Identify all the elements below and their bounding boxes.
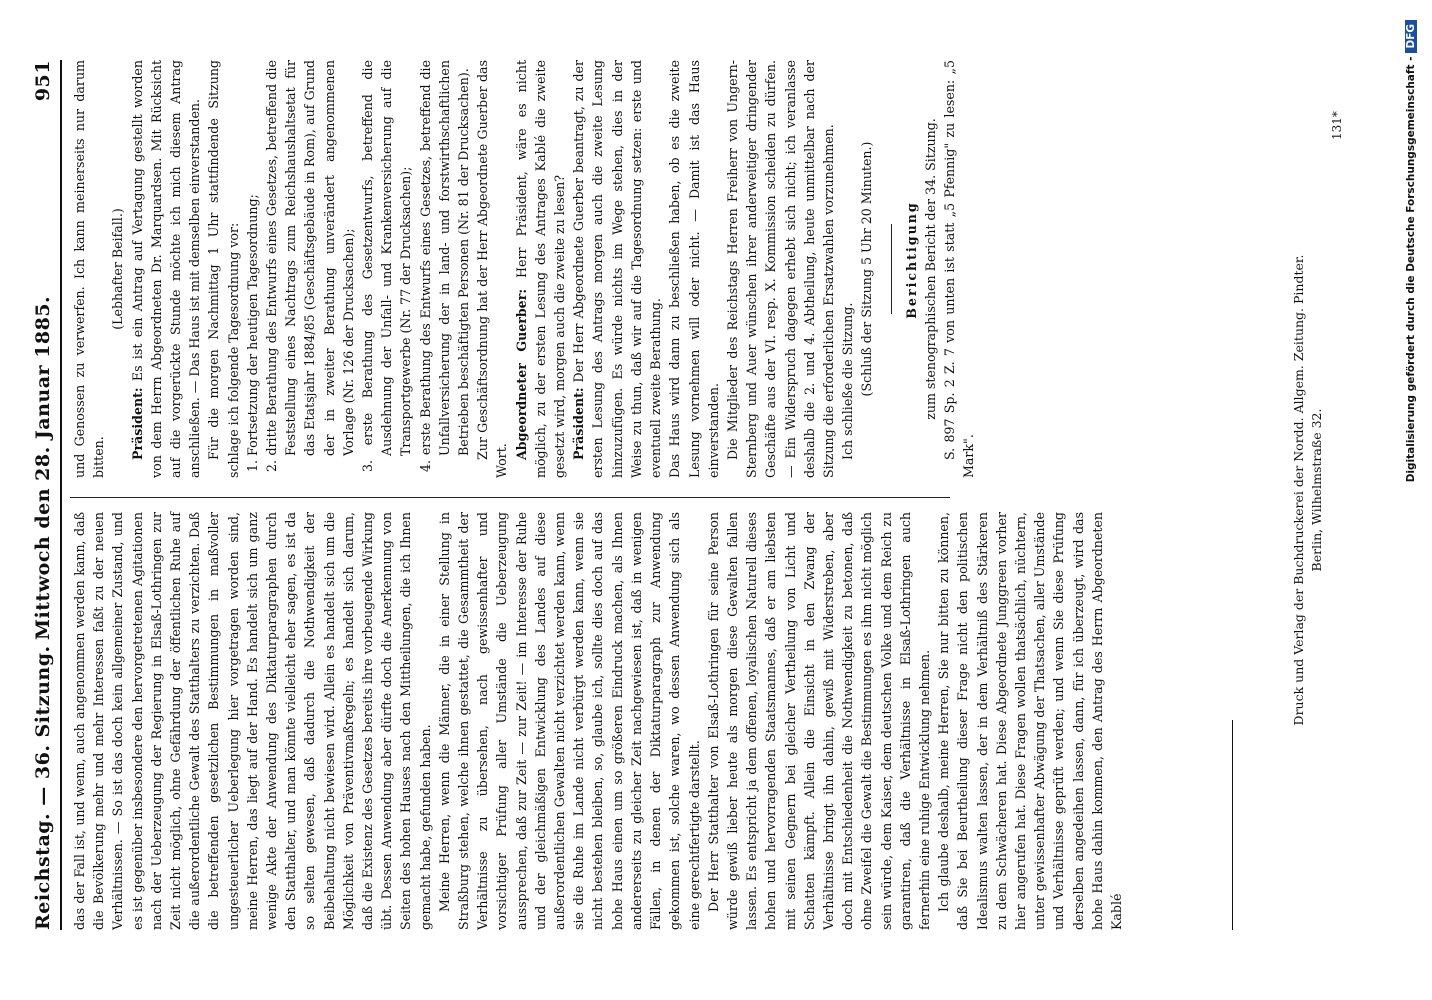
- imprint: [1290, 50, 1326, 930]
- paragraph: [128, 60, 205, 478]
- section-divider: [891, 224, 892, 314]
- paragraph: [569, 60, 665, 478]
- paragraph: [512, 60, 570, 478]
- paragraph: Ich glaube deshalb, meine Herren, Sie nur bitten zu können, daß Sie bei Beurtheilung dieser Frage nicht den politischen Idealismus walten lassen, der in dem Verhältniß des Stärkeren zu dem Schwächeren hat. Diese Abgeordnete Junggreen vorher hier angerufen hat. Diese Fragen wollen thatsächlich, nüchtern, unter gewissenhafter Abwägung der Thatsachen, aller Umstände und Verhältnisse geprüft werden; und wenn Sie diese Prüfung derselben angedeihen lassen, dann, für ich überzeugt, wird das hohe Haus dahin kommen, den Antrag des Herrn Abgeordneten Kablé: [936, 512, 1124, 930]
- funding-notice: [1405, 20, 1417, 980]
- paragraph: Der Herr Statthalter von Elsaß-Lothringen für seine Person würde gewiß lieber heute als morgen diese Gewalten fallen lassen. Es entspricht ja dem offenen, loyalischen Naturell dieses hohen und hervorragenden Staatsmannes, daß er am liebsten mit seinen Gegnern bei gleicher Vertheilung von Licht und Schatten kämpft. Allein die Einsicht in den Zwang der Verhältnisse bringt ihn dahin, gewiß mit Widerstreben, aber doch mit Entschiedenheit die Nothwendigkeit zu betonen, daß ohne Zweifel die Gewalt die Bestimmungen es ihm nicht möglich sein würde, dem Kaiser, dem deutschen Volke und dem Reich zu garantiren, daß die Verhältnisse in Elsaß-Lothringen auch fernerhin eine ruhige Entwicklung nehmen.: [705, 512, 932, 930]
- speech-text: Es ist ein Antrag auf Vertagung gestellt worden von dem Herrn Abgeordneten Dr. Marquardsen. Mit Rücksicht auf die vorgerückte Stunde möchte ich mich diesem Antrag anschließen. — Das Haus ist mit demselben einverstanden.: [129, 60, 203, 478]
- paragraph: Meine Herren, wenn die Männer, die in einer Stellung in Straßburg stehen, welche ihnen gestattet, die Gesammtheit der Verhältnisse zu übersehen, nach gewissenhafter und vorsichtiger Prüfung aller Umstände die Ueberzeugung aussprechen, daß zur Zeit — zur Zeit! — im Interesse der Ruhe und der gleichmäßigen Entwicklung des Landes auf diese außerordentlichen Gewalten nicht verzichtet werden kann, wenn sie die Ruhe im Lande nicht verbürgt werden kann, wenn sie nicht bestehen bleiben, so, glaube ich, sollte dies doch auf das hohe Haus einen um so größeren Eindruck machen, als Ihnen andererseits zu gleicher Zeit nachgewiesen ist, daß in wenigen Fällen, in denen der Diktaturparagraph zur Anwendung gekommen ist, solche waren, wo dessen Anwendung sich als eine gerechtfertigte darstellt.: [436, 512, 702, 930]
- header-rule: [60, 60, 62, 930]
- page-header: [22, 60, 62, 930]
- paragraph: Das Haus wird dann zu beschließen haben, ob es die zweite Lesung vornehmen will oder nicht. — Damit ist das Haus einverstanden.: [667, 60, 721, 478]
- applause-note: (Lebhafter Beifall.): [110, 208, 126, 330]
- header-left: Reichstag. — 36. Sitzung.: [32, 645, 54, 930]
- correction-subtitle: zum stenographischen Bericht der 34. Sitzung.: [922, 118, 938, 420]
- margin-line: [1232, 720, 1233, 930]
- agenda-item: 1. Fortsetzung der heutigen Tagesordnung;: [244, 194, 260, 472]
- speech-text: Herr Präsident, wäre es nicht möglich, zu der ersten Lesung des Antrages Kablé die zweite gesetzt wird, morgen auch die zweite zu lesen?: [513, 60, 568, 478]
- dfg-logo: DFG: [1405, 20, 1417, 53]
- paragraph: Zur Geschäftsordnung hat der Herr Abgeordnete Guerber das Wort.: [475, 60, 510, 478]
- column-rule: [70, 497, 950, 498]
- page-number: 951: [32, 60, 54, 102]
- speech-text: Der Herr Abgeordnete Guerber beantragt, zu der ersten Lesung des Antrags morgen auch die zweite Lesung hinzuzufügen. Es würde nichts im Wege stehen, dies in der Weise zu thun, daß wir auf die Tagesordnung setzen: erste und eventuell zweite Berathung.: [571, 60, 664, 478]
- speaker-name: Präsident:: [129, 387, 145, 460]
- agenda-item: 4. erste Berathung des Entwurfs eines Gesetzes, betreffend die Unfallversicherung der in land- und forstwirthschaftlichen Betrieben beschäftigten Personen (Nr. 81 der Drucksachen).: [417, 60, 472, 472]
- imprint-address: Berlin, Wilhelmstraße 32.: [1309, 408, 1324, 572]
- paragraph: Ich schließe die Sitzung.: [840, 302, 856, 460]
- speaker-name: Präsident:: [571, 387, 587, 460]
- paragraph: das der Fall ist, und wenn, auch angenommen werden kann, daß die Bevölkerung mehr und mehr Interessen faßt zu der neuen Verhältnissen. — So ist das doch kein allgemeiner Zustand, und es ist gegenüber insbesondere den hervorgetretenen Agitationen nach der Ueberzeugung der Regierung in Elsaß-Lothringen zur Zeit nicht möglich, ohne Gefährdung der öffentlichen Ruhe auf die außerordentliche Gewalt des Statthalters zu verzichten. Daß die betreffenden gesetzlichen Bestimmungen in maßvoller ungesteuerlicher Ueberlegung hier vorgetragen worden sind, meine Herren, das liegt auf der Hand. Es handelt sich um ganz wenige Akte der Anwendung des Diktaturparagraphen durch den Statthalter, und man könnte vielleicht eher sagen, es ist da so selten gewesen, daß dadurch die Nothwendigkeit der Beibehaltung nicht bewiesen wird. Allein es handelt sich um die Möglichkeit von Präventivmaßregeln; es handelt sich darum, daß die Existenz des Gesetzes bereits ihre vorbeugende Wirkung übt. Dessen Anwendung aber dürfte doch die Anerkennung von Seiten des hohen Hauses nach den Mittheilungen, die ich Ihnen gemacht habe, gefunden haben.: [72, 512, 433, 930]
- header-date: Mittwoch den 28. Januar 1885.: [32, 295, 54, 640]
- agenda-list: [243, 60, 473, 478]
- paragraph: Für die morgen Nachmittag 1 Uhr stattfindende Sitzung schlage ich folgende Tagesordnung vor:: [206, 60, 241, 478]
- speaker-name: Abgeordneter Guerber:: [513, 289, 529, 460]
- correction-title: Berichtigung: [903, 201, 919, 319]
- column-right: [70, 60, 977, 478]
- funding-text: Digitalisierung gefördert durch die Deutsche Forschungsgemeinschaft -: [1405, 56, 1417, 483]
- imprint-line: Druck und Verlag der Buchdruckerei der Nordd. Allgem. Zeitung. Pindter.: [1291, 254, 1306, 726]
- agenda-item: 3. erste Berathung des Gesetzentwurfs, betreffend die Ausdehnung der Unfall- und Krankenversicherung auf die Transportgewerbe (Nr. 77 der Drucksachen);: [360, 60, 414, 472]
- session-end-note: (Schluß der Sitzung 5 Uhr 20 Minuten.): [859, 141, 875, 397]
- paragraph: Die Mitglieder des Reichstags Herren Freiherr von Ungern-Sternberg und Auer wünschen ihrer anderweitiger dringender Geschäfte aus der VI. resp. X. Kommission scheiden zu dürfen. — Ein Widerspruch dagegen erhebt sich nicht; ich veranlasse deshalb die 2. und 4. Abtheilung, heute unmittelbar nach der Sitzung die erforderlichen Ersatzwahlen vorzunehmen.: [724, 60, 836, 478]
- column-left: [70, 512, 1124, 930]
- paragraph: und Genossen zu verwerfen. Ich kann meinerseits nur darum bitten.: [72, 60, 107, 478]
- sheet-code: 131*: [1330, 111, 1344, 140]
- correction-text: S. 897 Sp. 2 Z. 7 von unten ist statt „5 Pfennig" zu lesen: „5 Mark".: [941, 60, 977, 478]
- agenda-item: 2. dritte Berathung des Entwurfs eines Gesetzes, betreffend die Feststellung eines Nachtrags zum Reichshaushaltsetat für das Etatsjahr 1884/85 (Geschäftsgebäude in Rom), auf Grund der in zweiter Berathung unverändert angenommenen Vorlage (Nr. 126 der Drucksachen);: [264, 60, 356, 472]
